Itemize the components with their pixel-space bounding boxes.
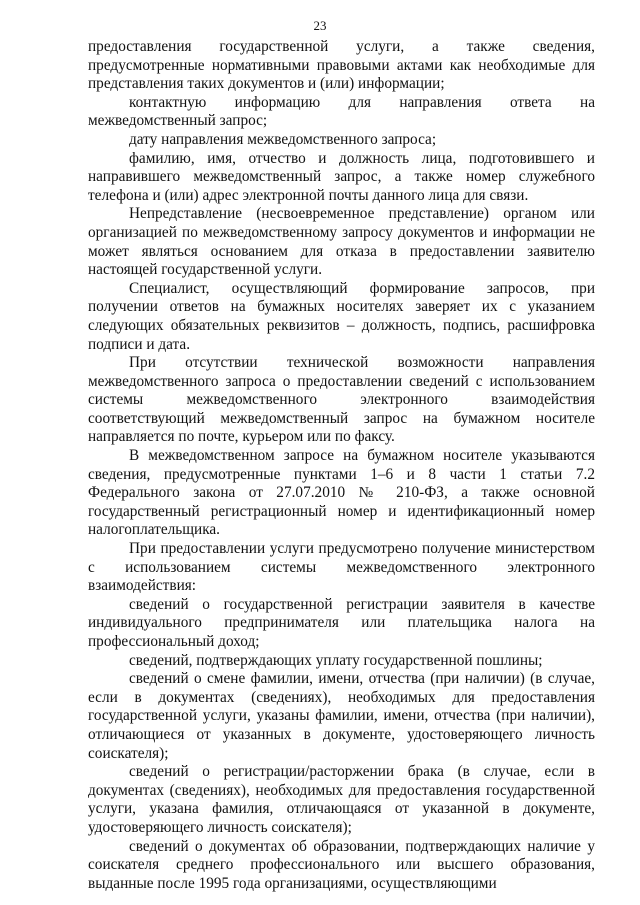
paragraph: сведений о регистрации/расторжении брака (в случае, если в документах (сведениях), необходимых для предоставления государственной услуги, указана фамилия, отличающаяся от указанной в документе, удостоверяющего личность соискателя); (88, 763, 595, 836)
paragraph: предоставления государственной услуги, а также сведения, предусмотренные нормативными правовыми актами как необходимые для представления таких документов и (или) информации; (88, 38, 595, 93)
paragraph: Специалист, осуществляющий формирование запросов, при получении ответов на бумажных носителях заверяет их с указанием следующих обязательных реквизитов – должность, подпись, расшифровка подписи и дата. (88, 279, 595, 353)
paragraph: контактную информацию для направления ответа на межведомственный запрос; (88, 93, 595, 130)
paragraph: сведений о государственной регистрации заявителя в качестве индивидуального предпринимателя или плательщика налога на профессиональный доход; (88, 595, 595, 650)
paragraph: сведений о смене фамилии, имени, отчества (при наличии) (в случае, если в документах (сведениях), необходимых для предоставления государственной услуги, указаны фамилии, имени, отчества (при наличии), отличающиеся от указанных в документе, удостоверяющего личность соискателя); (88, 670, 595, 762)
paragraph: сведений, подтверждающих уплату государственной пошлины; (129, 651, 543, 669)
paragraph: дату направления межведомственного запроса; (129, 130, 437, 148)
paragraph: При предоставлении услуги предусмотрено получение министерством с использованием системы межведомственного электронного взаимодействия: (88, 540, 595, 595)
paragraph: фамилию, имя, отчество и должность лица, подготовившего и направившего межведомственный запрос, а также номер служебного телефона и (или) адрес электронной почты данного лица для связи. (88, 149, 595, 204)
paragraph: В межведомственном запросе на бумажном носителе указываются сведения, предусмотренные пунктами 1–6 и 8 части 1 статьи 7.2 Федерального закона от 27.07.2010 № 210-ФЗ, а также основной государственный регистрационный номер и идентификационный номер налогоплательщика. (88, 447, 595, 539)
paragraph: При отсутствии технической возможности направления межведомственного запроса о предоставлении сведений с использованием системы межведомственного электронного взаимодействия соответствующий межведомственный запрос на бумажном носителе направляется по почте, курьером или по факсу. (88, 354, 595, 446)
paragraph: сведений о документах об образовании, подтверждающих наличие у соискателя среднего профессионального или высшего образования, выданные после 1995 года организациями, осуществляющими (88, 837, 595, 892)
document-body (88, 38, 595, 893)
paragraph: Непредставление (несвоевременное представление) органом или организацией по межведомственному запросу документов и информации не может являться основанием для отказа в предоставлении заявителю настоящей государственной услуги. (88, 205, 595, 279)
page-number: 23 (313, 18, 327, 33)
